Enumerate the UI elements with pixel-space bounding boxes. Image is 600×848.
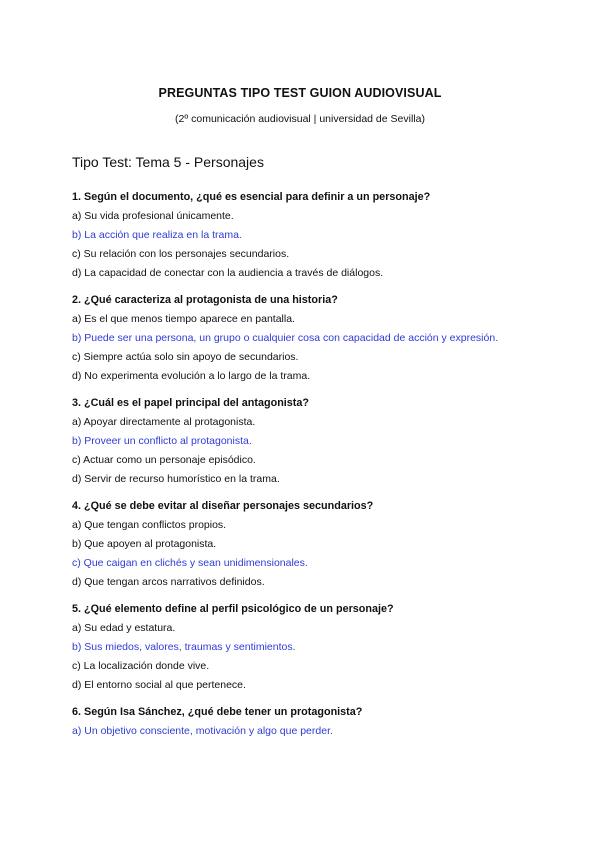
answer-option-correct: b) La acción que realiza en la trama. — [72, 229, 242, 241]
answer-option: d) La capacidad de conectar con la audiencia a través de diálogos. — [72, 267, 384, 279]
answer-option: d) El entorno social al que pertenece. — [72, 679, 246, 691]
answer-option-correct: a) Un objetivo consciente, motivación y algo que perder. — [72, 725, 333, 737]
question-text: 3. ¿Cuál es el papel principal del antagonista? — [72, 397, 309, 409]
section-title: Tipo Test: Tema 5 - Personajes — [72, 154, 264, 170]
question-3 — [72, 396, 552, 487]
answer-option: c) Siempre actúa solo sin apoyo de secundarios. — [72, 351, 299, 363]
document-title: PREGUNTAS TIPO TEST GUION AUDIOVISUAL — [158, 86, 442, 100]
answer-option: d) Servir de recurso humorístico en la trama. — [72, 473, 280, 485]
answer-option: b) Que apoyen al protagonista. — [72, 538, 217, 550]
question-text: 4. ¿Qué se debe evitar al diseñar personajes secundarios? — [72, 500, 374, 512]
question-6 — [72, 705, 552, 739]
question-2 — [72, 293, 552, 384]
answer-option: a) Que tengan conflictos propios. — [72, 519, 227, 531]
answer-option: a) Es el que menos tiempo aparece en pantalla. — [72, 313, 295, 325]
answer-option: c) La localización donde vive. — [72, 660, 210, 672]
question-5 — [72, 602, 552, 693]
question-list — [72, 190, 552, 751]
answer-option: d) No experimenta evolución a lo largo de la trama. — [72, 370, 311, 382]
question-text: 5. ¿Qué elemento define al perfil psicológico de un personaje? — [72, 603, 394, 615]
answer-option: c) Su relación con los personajes secundarios. — [72, 248, 290, 260]
question-text: 6. Según Isa Sánchez, ¿qué debe tener un protagonista? — [72, 706, 363, 718]
answer-option: d) Que tengan arcos narrativos definidos. — [72, 576, 265, 588]
answer-option-correct: b) Sus miedos, valores, traumas y sentimientos. — [72, 641, 296, 653]
document-subtitle: (2º comunicación audiovisual | universidad de Sevilla) — [175, 113, 425, 125]
answer-option: a) Apoyar directamente al protagonista. — [72, 416, 256, 428]
question-text: 1. Según el documento, ¿qué es esencial para definir a un personaje? — [72, 191, 431, 203]
answer-option: a) Su edad y estatura. — [72, 622, 176, 634]
answer-option-correct: c) Que caigan en clichés y sean unidimensionales. — [72, 557, 308, 569]
answer-option: c) Actuar como un personaje episódico. — [72, 454, 256, 466]
answer-option: a) Su vida profesional únicamente. — [72, 210, 234, 222]
answer-option-correct: b) Puede ser una persona, un grupo o cualquier cosa con capacidad de acción y expresión. — [72, 332, 499, 344]
question-text: 2. ¿Qué caracteriza al protagonista de una historia? — [72, 294, 338, 306]
question-4 — [72, 499, 552, 590]
answer-option-correct: b) Proveer un conflicto al protagonista. — [72, 435, 252, 447]
question-1 — [72, 190, 552, 281]
